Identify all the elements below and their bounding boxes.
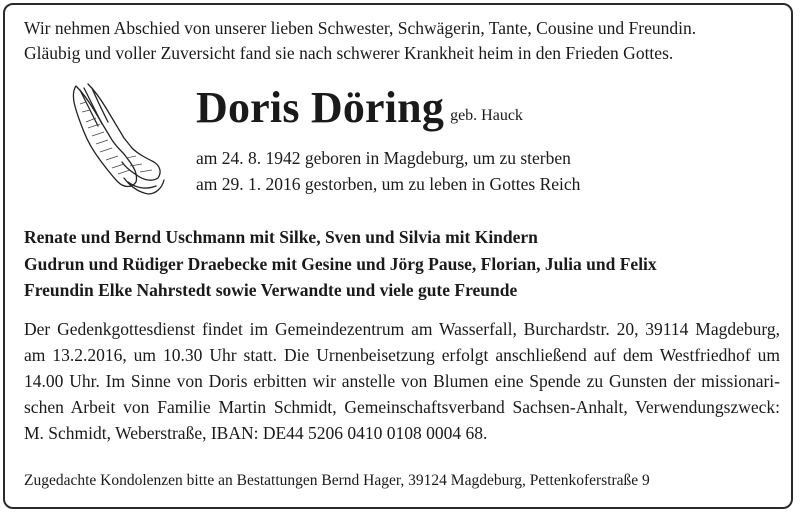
service-line: M. Schmidt, Weberstraße, IBAN: DE44 5206 0410 0108 0004 68. xyxy=(24,423,488,443)
condolence-note: Zugedachte Kondolenzen bitte an Bestattungen Bernd Hager, 39124 Magdeburg, Pettenkoferstraße 9 xyxy=(24,472,650,489)
service-line: schen Arbeit von Familie Martin Schmidt, Gemeinschaftsverband Sachsen-Anhalt, Verwendungszweck: xyxy=(24,397,780,417)
service-line: Der Gedenkgottesdienst findet im Gemeindezentrum am Wasserfall, Burchardstr. 20, 39114 Magdeburg, xyxy=(24,319,780,339)
intro-line-1: Wir nehmen Abschied von unserer lieben Schwester, Schwägerin, Tante, Cousine und Freundin. xyxy=(24,18,697,38)
birth-name: geb. Hauck xyxy=(450,107,523,124)
mourners-line: Renate und Bernd Uschmann mit Silke, Sven und Silvia mit Kindern xyxy=(24,227,538,247)
service-line: am 13.2.2016, um 10.30 Uhr statt. Die Urnenbeisetzung erfolgt anschließend auf dem Westfriedhof um xyxy=(24,345,780,365)
life-dates xyxy=(196,145,580,197)
deceased-name-row xyxy=(196,80,523,136)
mourners-list xyxy=(24,224,657,304)
praying-hands-icon xyxy=(66,82,166,198)
mourners-line: Gudrun und Rüdiger Draebecke mit Gesine und Jörg Pause, Florian, Julia und Felix xyxy=(24,253,657,274)
intro-text xyxy=(24,16,784,66)
birth-line: am 24. 8. 1942 geboren in Magdeburg, um zu sterben xyxy=(196,148,571,168)
death-line: am 29. 1. 2016 gestorben, um zu leben in Gottes Reich xyxy=(196,174,581,194)
service-line: 14.00 Uhr. Im Sinne von Doris erbitten wir anstelle von Blumen eine Spende zu Gunsten der missionari- xyxy=(24,371,780,391)
mourners-line: Freundin Elke Nahrstedt sowie Verwandte und viele gute Freunde xyxy=(24,280,518,300)
deceased-name: Doris Döring xyxy=(196,83,445,132)
intro-line-2: Gläubig und voller Zuversicht fand sie nach schwerer Krankheit heim in den Frieden Gottes. xyxy=(24,43,674,63)
service-info xyxy=(24,316,780,446)
